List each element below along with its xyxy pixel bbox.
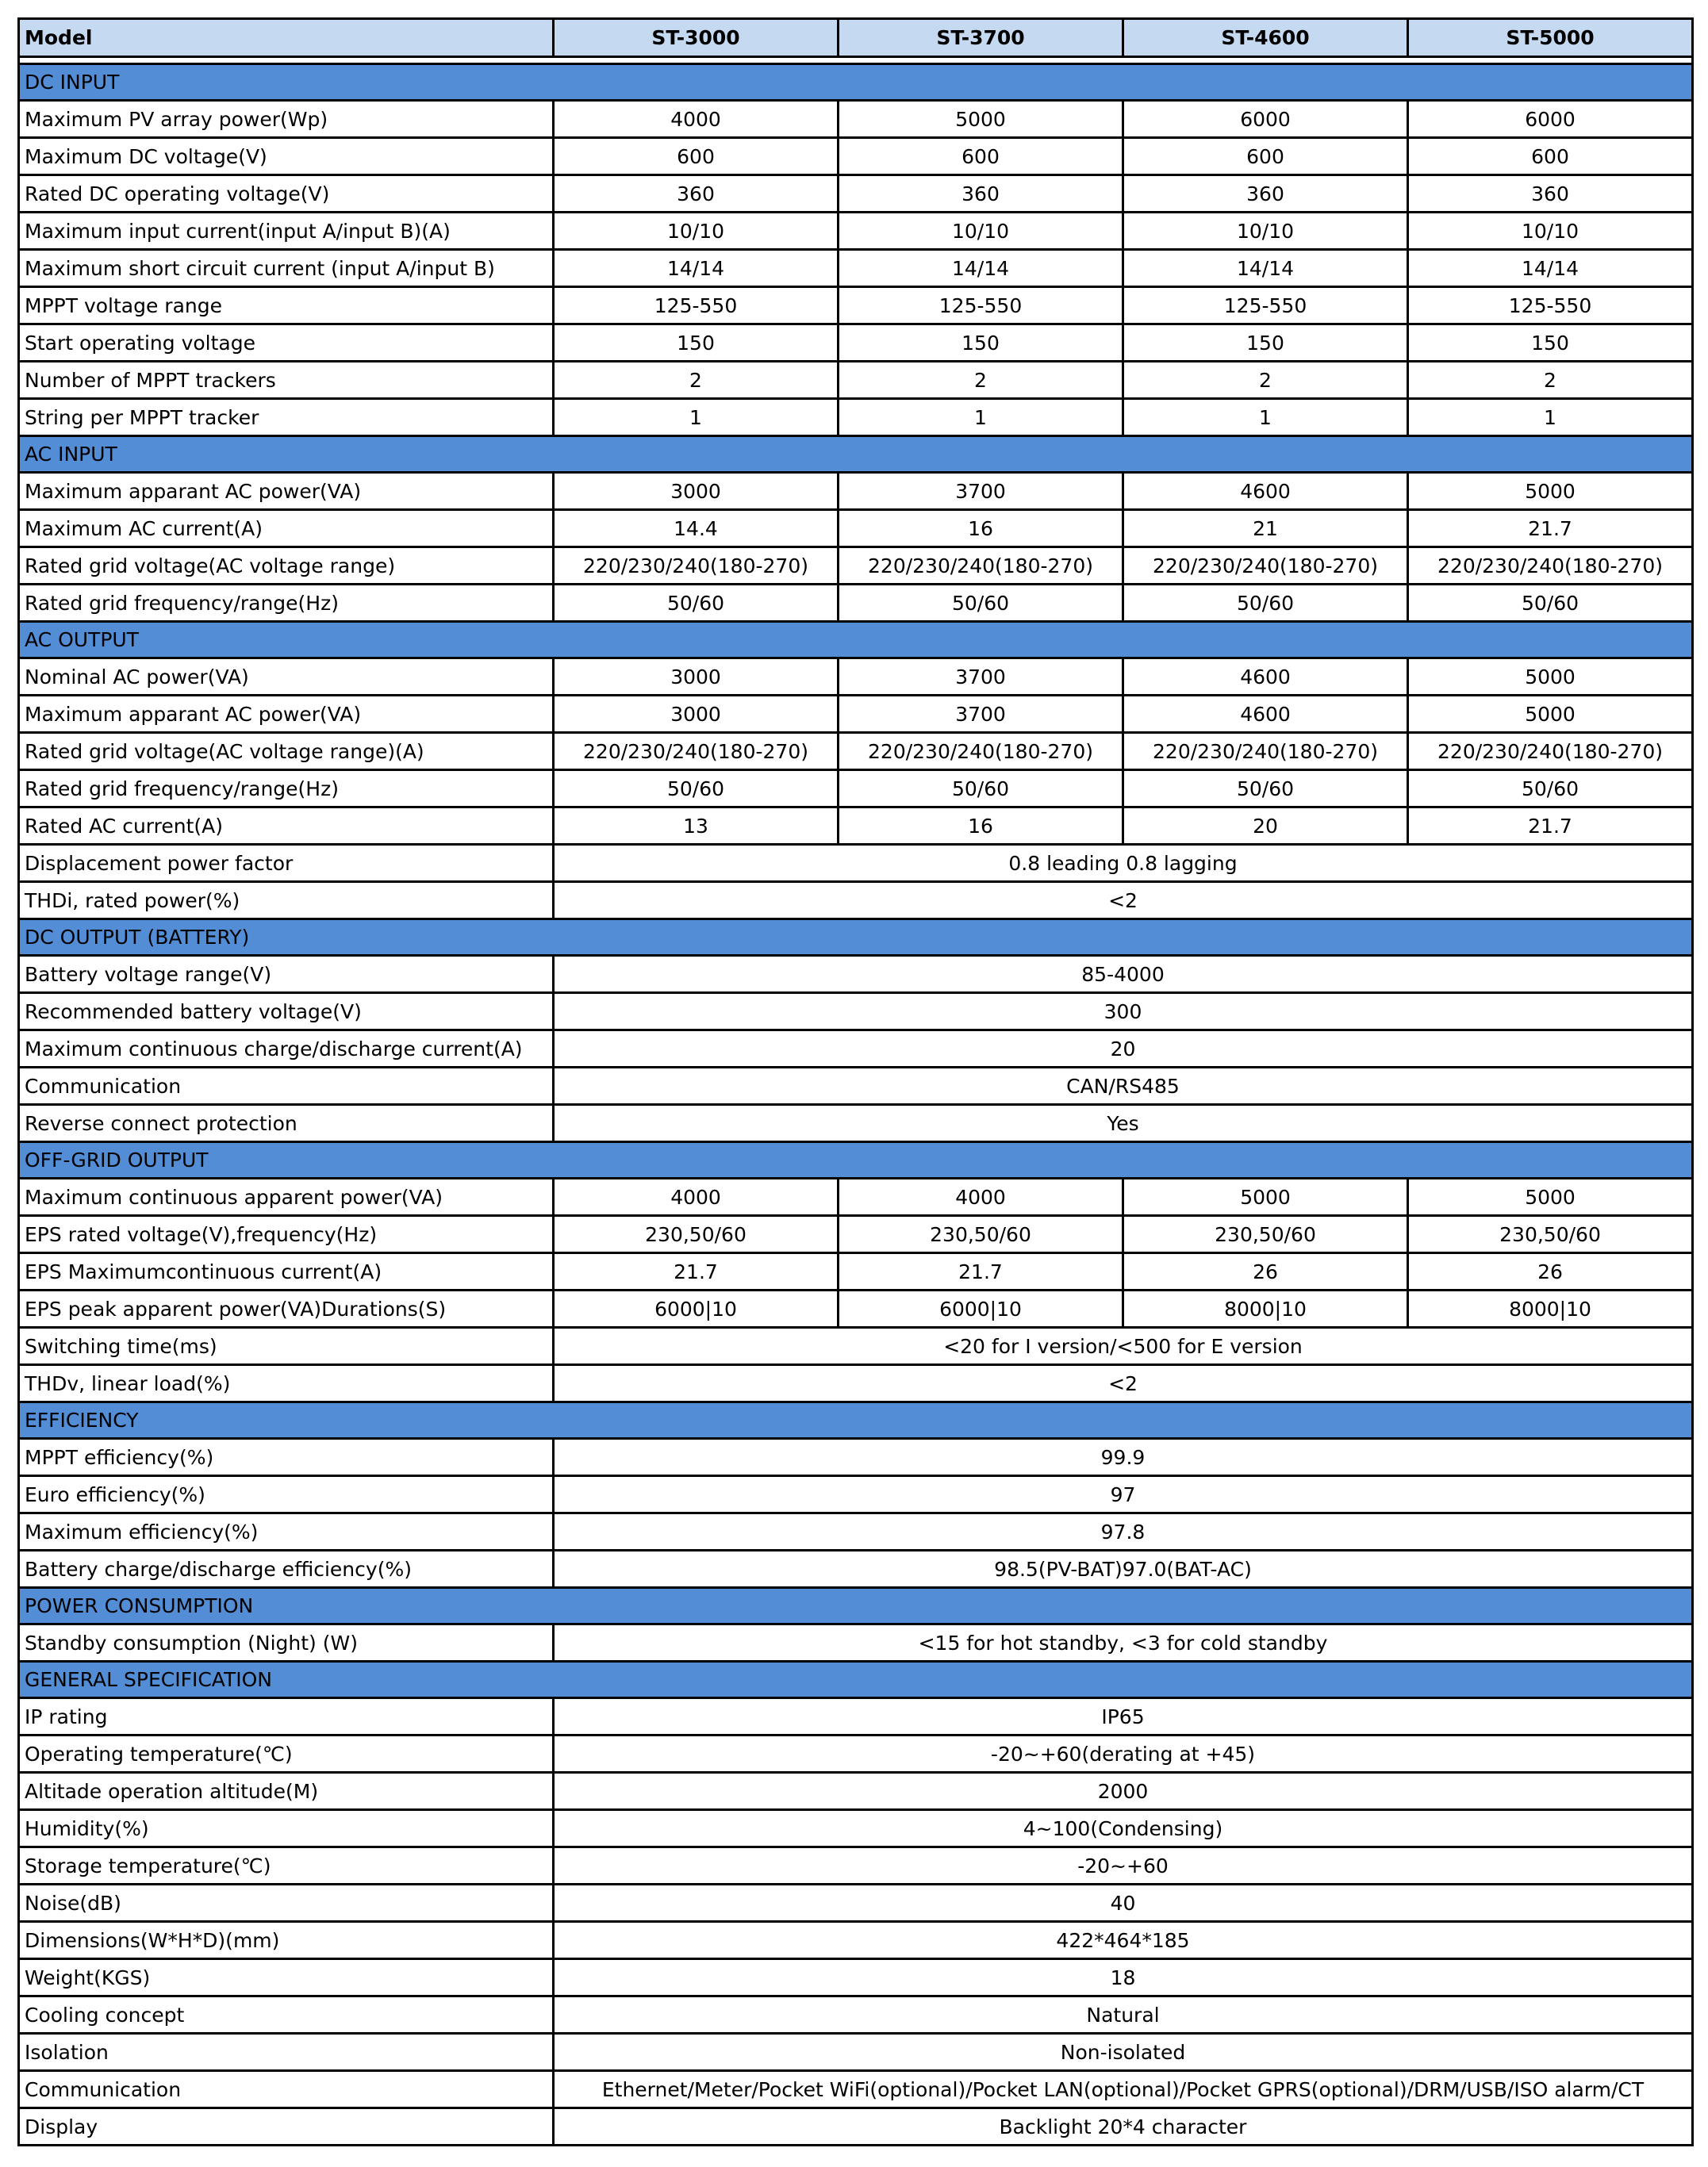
spec-value-all-models: -20~+60(derating at +45) (554, 1736, 1693, 1773)
spec-row (19, 362, 1693, 399)
spec-value: 26 (1408, 1253, 1693, 1291)
spec-row (19, 1179, 1693, 1216)
spec-value: 3000 (554, 696, 839, 733)
spec-value-all-models: CAN/RS485 (554, 1068, 1693, 1105)
spec-value: 8000|10 (1408, 1291, 1693, 1328)
spec-value-all-models: 98.5(PV-BAT)97.0(BAT-AC) (554, 1551, 1693, 1588)
spec-label: Start operating voltage (19, 324, 554, 362)
spec-value-all-models: 85-4000 (554, 956, 1693, 993)
spec-value-all-models: 2000 (554, 1773, 1693, 1810)
spec-value: 21.7 (554, 1253, 839, 1291)
spec-label: Communication (19, 1068, 554, 1105)
spec-value: 3000 (554, 658, 839, 696)
spec-value: 1 (554, 399, 839, 436)
spec-value-all-models: 97 (554, 1476, 1693, 1513)
spec-row (19, 696, 1693, 733)
header-model-st5000: ST-5000 (1408, 19, 1693, 57)
spec-label: Euro efficiency(%) (19, 1476, 554, 1513)
spec-value: 220/230/240(180-270) (1123, 547, 1408, 585)
spec-label: Maximum apparant AC power(VA) (19, 696, 554, 733)
spec-row (19, 1959, 1693, 1996)
spec-value: 230,50/60 (554, 1216, 839, 1253)
spec-value-all-models: <2 (554, 1365, 1693, 1402)
header-model-st3000: ST-3000 (554, 19, 839, 57)
spec-label: Maximum DC voltage(V) (19, 138, 554, 175)
spec-value: 4600 (1123, 658, 1408, 696)
spec-value: 600 (839, 138, 1123, 175)
spec-row (19, 1030, 1693, 1068)
spec-row (19, 2108, 1693, 2146)
spec-value-all-models: 40 (554, 1885, 1693, 1922)
spec-value-all-models: -20~+60 (554, 1847, 1693, 1885)
spec-row (19, 1291, 1693, 1328)
spec-row (19, 770, 1693, 807)
section-title: DC INPUT (19, 64, 1693, 101)
spec-row (19, 1736, 1693, 1773)
spec-label: Standby consumption (Night) (W) (19, 1624, 554, 1662)
spec-value-all-models: 97.8 (554, 1513, 1693, 1551)
spec-value: 150 (1408, 324, 1693, 362)
spec-value-all-models: 99.9 (554, 1439, 1693, 1476)
header-model-st3700: ST-3700 (839, 19, 1123, 57)
spec-row (19, 1551, 1693, 1588)
spec-value: 1 (1123, 399, 1408, 436)
spec-value: 26 (1123, 1253, 1408, 1291)
spec-row (19, 1698, 1693, 1736)
section-title: POWER CONSUMPTION (19, 1588, 1693, 1624)
spec-value: 16 (839, 510, 1123, 547)
spec-value: 21 (1123, 510, 1408, 547)
spec-row (19, 2071, 1693, 2108)
spec-label: Displacement power factor (19, 845, 554, 882)
spec-label: Switching time(ms) (19, 1328, 554, 1365)
spec-value: 3700 (839, 658, 1123, 696)
spec-value: 6000 (1408, 101, 1693, 138)
spec-value: 360 (554, 175, 839, 213)
spec-row (19, 399, 1693, 436)
section-header (19, 919, 1693, 956)
header-model-label: Model (19, 19, 554, 57)
spec-label: Display (19, 2108, 554, 2146)
spec-value: 230,50/60 (839, 1216, 1123, 1253)
spec-value: 5000 (1408, 1179, 1693, 1216)
spec-value-all-models: 20 (554, 1030, 1693, 1068)
spec-value: 4600 (1123, 473, 1408, 510)
spec-row (19, 1253, 1693, 1291)
spec-label: Reverse connect protection (19, 1105, 554, 1142)
spec-row (19, 287, 1693, 324)
spec-value: 220/230/240(180-270) (554, 733, 839, 770)
spec-row (19, 1365, 1693, 1402)
spec-row (19, 1810, 1693, 1847)
spec-label: Maximum efficiency(%) (19, 1513, 554, 1551)
spec-row (19, 1068, 1693, 1105)
section-header (19, 1142, 1693, 1179)
spec-row (19, 845, 1693, 882)
spec-value: 50/60 (839, 770, 1123, 807)
spec-value: 220/230/240(180-270) (1123, 733, 1408, 770)
spec-label: MPPT voltage range (19, 287, 554, 324)
spec-value: 10/10 (1408, 213, 1693, 250)
spec-label: Battery voltage range(V) (19, 956, 554, 993)
spec-value: 220/230/240(180-270) (839, 733, 1123, 770)
spec-value: 50/60 (554, 770, 839, 807)
section-title: OFF-GRID OUTPUT (19, 1142, 1693, 1179)
spec-value: 4000 (839, 1179, 1123, 1216)
spec-value-all-models: <20 for I version/<500 for E version (554, 1328, 1693, 1365)
spec-row (19, 993, 1693, 1030)
spec-label: Humidity(%) (19, 1810, 554, 1847)
spec-value: 14/14 (554, 250, 839, 287)
spec-value: 150 (839, 324, 1123, 362)
spec-label: Maximum short circuit current (input A/input B) (19, 250, 554, 287)
spec-label: EPS rated voltage(V),frequency(Hz) (19, 1216, 554, 1253)
spec-label: Noise(dB) (19, 1885, 554, 1922)
spec-value: 220/230/240(180-270) (1408, 733, 1693, 770)
spec-value: 50/60 (1408, 770, 1693, 807)
spec-value: 50/60 (1123, 770, 1408, 807)
spec-label: Rated grid frequency/range(Hz) (19, 770, 554, 807)
spec-value-all-models: <2 (554, 882, 1693, 919)
spec-value: 21.7 (1408, 807, 1693, 845)
spec-value: 125-550 (839, 287, 1123, 324)
spec-row (19, 250, 1693, 287)
spec-value-all-models: Yes (554, 1105, 1693, 1142)
spec-value-all-models: Non-isolated (554, 2034, 1693, 2071)
spec-value: 5000 (839, 101, 1123, 138)
spec-value: 8000|10 (1123, 1291, 1408, 1328)
spec-label: Communication (19, 2071, 554, 2108)
spec-label: Number of MPPT trackers (19, 362, 554, 399)
spec-value: 3700 (839, 473, 1123, 510)
spec-value: 21.7 (839, 1253, 1123, 1291)
spec-value: 14.4 (554, 510, 839, 547)
spec-value: 1 (1408, 399, 1693, 436)
section-header (19, 1588, 1693, 1624)
spec-value: 4000 (554, 101, 839, 138)
spec-value: 220/230/240(180-270) (1408, 547, 1693, 585)
spec-value: 50/60 (1408, 585, 1693, 622)
spec-label: Maximum continuous apparent power(VA) (19, 1179, 554, 1216)
spec-value: 1 (839, 399, 1123, 436)
spec-value: 10/10 (1123, 213, 1408, 250)
spec-label: THDi, rated power(%) (19, 882, 554, 919)
spec-row (19, 324, 1693, 362)
spec-row (19, 956, 1693, 993)
spec-value: 150 (1123, 324, 1408, 362)
section-header (19, 1662, 1693, 1698)
spec-row (19, 1624, 1693, 1662)
spec-value: 5000 (1408, 696, 1693, 733)
spec-value: 230,50/60 (1123, 1216, 1408, 1253)
spec-row (19, 1847, 1693, 1885)
section-header (19, 64, 1693, 101)
spec-label: Maximum input current(input A/input B)(A) (19, 213, 554, 250)
spec-row (19, 1885, 1693, 1922)
spec-label: Dimensions(W*H*D)(mm) (19, 1922, 554, 1959)
spec-label: Weight(KGS) (19, 1959, 554, 1996)
spec-value: 360 (839, 175, 1123, 213)
spec-value: 6000|10 (554, 1291, 839, 1328)
spec-value: 3000 (554, 473, 839, 510)
spec-value: 13 (554, 807, 839, 845)
spec-label: Altitade operation altitude(M) (19, 1773, 554, 1810)
spec-value: 50/60 (554, 585, 839, 622)
spec-row (19, 1513, 1693, 1551)
spec-row (19, 547, 1693, 585)
spec-value-all-models: 18 (554, 1959, 1693, 1996)
spec-row (19, 807, 1693, 845)
spec-row (19, 1216, 1693, 1253)
spec-value: 14/14 (1408, 250, 1693, 287)
spec-value-all-models: Ethernet/Meter/Pocket WiFi(optional)/Pocket LAN(optional)/Pocket GPRS(optional)/DRM/USB/ISO alarm/CT (554, 2071, 1693, 2108)
section-title: DC OUTPUT (BATTERY) (19, 919, 1693, 956)
spec-value: 600 (1408, 138, 1693, 175)
spec-value-all-models: <15 for hot standby, <3 for cold standby (554, 1624, 1693, 1662)
spec-label: Nominal AC power(VA) (19, 658, 554, 696)
spec-value: 50/60 (1123, 585, 1408, 622)
spec-label: String per MPPT tracker (19, 399, 554, 436)
spec-label: Recommended battery voltage(V) (19, 993, 554, 1030)
spec-row (19, 1328, 1693, 1365)
spec-value: 6000 (1123, 101, 1408, 138)
spec-value: 600 (1123, 138, 1408, 175)
spec-value: 50/60 (839, 585, 1123, 622)
section-title: GENERAL SPECIFICATION (19, 1662, 1693, 1698)
spec-value: 3700 (839, 696, 1123, 733)
spec-label: Maximum apparant AC power(VA) (19, 473, 554, 510)
section-header (19, 1402, 1693, 1439)
spec-value-all-models: 4~100(Condensing) (554, 1810, 1693, 1847)
spec-label: Storage temperature(℃) (19, 1847, 554, 1885)
spec-value-all-models: 300 (554, 993, 1693, 1030)
spec-value: 6000|10 (839, 1291, 1123, 1328)
spec-value: 4000 (554, 1179, 839, 1216)
spec-value: 220/230/240(180-270) (839, 547, 1123, 585)
section-header (19, 622, 1693, 658)
spec-row (19, 1105, 1693, 1142)
section-title: AC INPUT (19, 436, 1693, 473)
spec-value: 5000 (1408, 658, 1693, 696)
spec-value: 360 (1408, 175, 1693, 213)
spec-value: 4600 (1123, 696, 1408, 733)
spec-value: 14/14 (1123, 250, 1408, 287)
spec-row (19, 658, 1693, 696)
spec-value: 16 (839, 807, 1123, 845)
spec-row (19, 101, 1693, 138)
header-spacer (19, 57, 1693, 64)
spec-value: 360 (1123, 175, 1408, 213)
spacer-cell (19, 57, 1693, 64)
spec-row (19, 1996, 1693, 2034)
spec-row (19, 510, 1693, 547)
spec-value: 10/10 (554, 213, 839, 250)
spec-label: Rated grid frequency/range(Hz) (19, 585, 554, 622)
spec-value-all-models: 0.8 leading 0.8 lagging (554, 845, 1693, 882)
spec-label: Rated AC current(A) (19, 807, 554, 845)
spec-value-all-models: Backlight 20*4 character (554, 2108, 1693, 2146)
spec-row (19, 175, 1693, 213)
spec-value: 10/10 (839, 213, 1123, 250)
spec-value-all-models: Natural (554, 1996, 1693, 2034)
spec-row (19, 733, 1693, 770)
spec-label: EPS peak apparent power(VA)Durations(S) (19, 1291, 554, 1328)
spec-label: Maximum continuous charge/discharge current(A) (19, 1030, 554, 1068)
header-row (19, 19, 1693, 57)
spec-value: 2 (554, 362, 839, 399)
spec-label: Rated grid voltage(AC voltage range)(A) (19, 733, 554, 770)
header-model-st4600: ST-4600 (1123, 19, 1408, 57)
spec-label: Operating temperature(℃) (19, 1736, 554, 1773)
spec-value: 2 (1408, 362, 1693, 399)
spec-value-all-models: 422*464*185 (554, 1922, 1693, 1959)
spec-label: Isolation (19, 2034, 554, 2071)
spec-label: EPS Maximumcontinuous current(A) (19, 1253, 554, 1291)
spec-label: Maximum PV array power(Wp) (19, 101, 554, 138)
spec-row (19, 138, 1693, 175)
spec-label: Battery charge/discharge efficiency(%) (19, 1551, 554, 1588)
spec-value: 125-550 (554, 287, 839, 324)
spec-row (19, 1476, 1693, 1513)
spec-row (19, 473, 1693, 510)
spec-label: MPPT efficiency(%) (19, 1439, 554, 1476)
spec-table (17, 17, 1694, 2146)
spec-value: 5000 (1408, 473, 1693, 510)
spec-value-all-models: IP65 (554, 1698, 1693, 1736)
spec-value: 20 (1123, 807, 1408, 845)
spec-value: 230,50/60 (1408, 1216, 1693, 1253)
spec-label: Rated grid voltage(AC voltage range) (19, 547, 554, 585)
spec-value: 125-550 (1123, 287, 1408, 324)
spec-label: Cooling concept (19, 1996, 554, 2034)
spec-value: 5000 (1123, 1179, 1408, 1216)
spec-value: 21.7 (1408, 510, 1693, 547)
spec-row (19, 2034, 1693, 2071)
spec-row (19, 1922, 1693, 1959)
spec-row (19, 1439, 1693, 1476)
spec-label: THDv, linear load(%) (19, 1365, 554, 1402)
spec-label: Maximum AC current(A) (19, 510, 554, 547)
spec-value: 150 (554, 324, 839, 362)
spec-row (19, 213, 1693, 250)
spec-row (19, 1773, 1693, 1810)
spec-value: 125-550 (1408, 287, 1693, 324)
spec-value: 14/14 (839, 250, 1123, 287)
section-title: EFFICIENCY (19, 1402, 1693, 1439)
spec-value: 2 (1123, 362, 1408, 399)
spec-value: 2 (839, 362, 1123, 399)
spec-label: IP rating (19, 1698, 554, 1736)
spec-row (19, 585, 1693, 622)
section-title: AC OUTPUT (19, 622, 1693, 658)
spec-value: 600 (554, 138, 839, 175)
spec-row (19, 882, 1693, 919)
section-header (19, 436, 1693, 473)
spec-value: 220/230/240(180-270) (554, 547, 839, 585)
spec-table-body (19, 19, 1693, 2146)
spec-label: Rated DC operating voltage(V) (19, 175, 554, 213)
